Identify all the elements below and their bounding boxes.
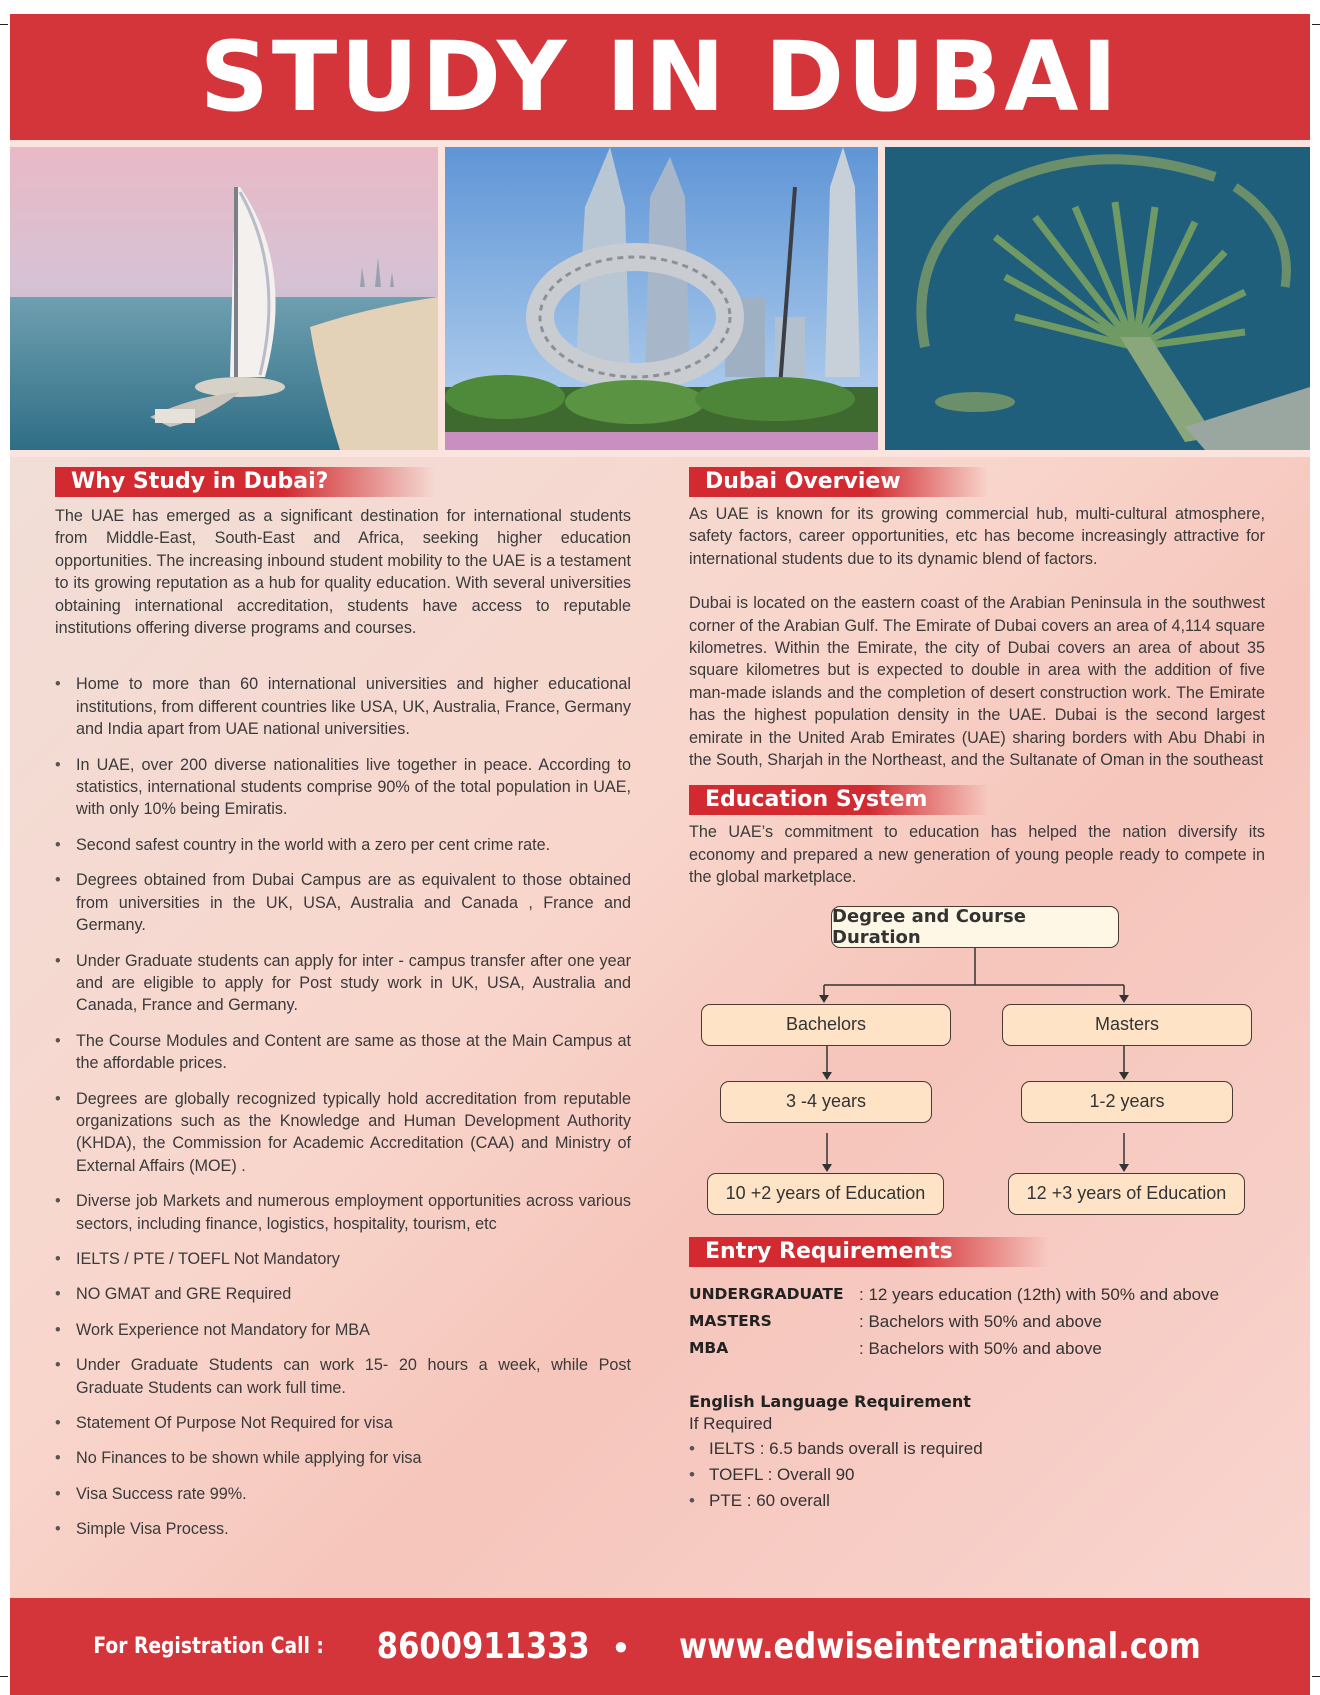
bachelors-prereq-box: 10 +2 years of Education: [707, 1173, 944, 1215]
entry-requirement-value: : Bachelors with 50% and above: [859, 1311, 1102, 1331]
masters-box: Masters: [1002, 1004, 1252, 1046]
why-study-bullet: • Statement Of Purpose Not Required for visa: [55, 1412, 631, 1434]
website-link[interactable]: www.edwiseinternational.com: [679, 1626, 1202, 1667]
why-study-bullet: • Under Graduate students can apply for inter - campus transfer after one year and are eligible to apply for Post study work in UK, USA, Australia and Canada, France and Germany.: [55, 950, 631, 1017]
crop-mark: [0, 24, 8, 25]
footer-banner: [10, 1598, 1310, 1695]
entry-requirement-level: MASTERS: [689, 1311, 772, 1330]
english-requirement-item: • PTE : 60 overall: [689, 1488, 1265, 1514]
footer-separator: •: [614, 1625, 628, 1667]
why-study-bullet: • The Course Modules and Content are same as those at the Main Campus at the affordable prices.: [55, 1030, 631, 1075]
entry-requirement-row: [689, 1308, 1265, 1335]
why-study-intro: The UAE has emerged as a significant destination for international students from Middle-East, South-East and Africa, seeking higher education opportunities. The increasing inbound student mobility to the UAE is a testament to its growing reputation as a hub for quality education. With several universities obtaining international accreditation, students have access to reputable institutions offering diverse programs and courses.: [55, 507, 631, 638]
why-study-bullet: • No Finances to be shown while applying for visa: [55, 1447, 631, 1469]
registration-label: For Registration Call :: [93, 1634, 324, 1659]
bachelors-duration-box: 3 -4 years: [720, 1081, 932, 1123]
entry-requirement-value: : Bachelors with 50% and above: [859, 1338, 1102, 1358]
crop-mark: [1312, 1676, 1320, 1677]
entry-requirement-value: : 12 years education (12th) with 50% and above: [859, 1284, 1220, 1304]
why-study-bullet: • Home to more than 60 international universities and higher educational institutions, from different countries like USA, UK, Australia, France, Germany and India apart from UAE national universities.: [55, 673, 631, 740]
entry-requirement-level: MBA: [689, 1338, 729, 1357]
entry-requirement-level: UNDERGRADUATE: [689, 1284, 844, 1303]
english-requirement-note: If Required: [689, 1413, 773, 1433]
crop-mark: [1312, 24, 1320, 25]
museum-of-the-future-photo: [445, 147, 878, 450]
right-column: [689, 467, 1265, 1514]
why-study-bullet: • Work Experience not Mandatory for MBA: [55, 1319, 631, 1341]
degree-duration-diagram: [689, 903, 1265, 1233]
why-study-section: [55, 467, 631, 1554]
entry-heading: Entry Requirements: [689, 1237, 1049, 1267]
english-requirement-item: • TOEFL : Overall 90: [689, 1462, 1265, 1488]
crop-mark: [0, 1676, 8, 1677]
masters-duration-box: 1-2 years: [1021, 1081, 1233, 1123]
why-study-bullet: • Degrees are globally recognized typically hold accreditation from reputable organizations such as the Knowledge and Human Development Authority (KHDA), the Commission for Academic Accreditation (CAA) and Ministry of External Affairs (MOE) .: [55, 1088, 631, 1178]
english-requirement-heading: English Language Requirement: [689, 1391, 971, 1411]
entry-requirement-row: [689, 1335, 1265, 1362]
burj-al-arab-photo: [10, 147, 438, 450]
why-study-list: [55, 673, 631, 1540]
flyer-sheet: [10, 14, 1310, 1695]
bachelors-box: Bachelors: [701, 1004, 951, 1046]
overview-heading: Dubai Overview: [689, 467, 989, 497]
why-study-bullet: • Under Graduate Students can work 15- 20 hours a week, while Post Graduate Students can work full time.: [55, 1354, 631, 1399]
photo-strip: [10, 147, 1310, 450]
education-heading: Education System: [689, 785, 989, 815]
english-requirement-list: [689, 1436, 1265, 1514]
content-area: [10, 457, 1310, 1605]
palm-jumeirah-photo: [885, 147, 1310, 450]
header-banner: [10, 14, 1310, 140]
why-study-bullet: • Diverse job Markets and numerous employment opportunities across various sectors, including finance, logistics, hospitality, tourism, etc: [55, 1190, 631, 1235]
entry-requirements-table: [689, 1281, 1265, 1362]
why-study-bullet: • Degrees obtained from Dubai Campus are as equivalent to those obtained from universities in the UK, USA, Australia and Canada , France and Germany.: [55, 869, 631, 936]
why-study-heading: Why Study in Dubai?: [55, 467, 435, 497]
education-para: The UAE’s commitment to education has helped the nation diversify its economy and prepared a new generation of young people ready to compete in the global marketplace.: [689, 823, 1265, 887]
english-requirement-item: • IELTS : 6.5 bands overall is required: [689, 1436, 1265, 1462]
why-study-bullet: • Second safest country in the world with a zero per cent crime rate.: [55, 834, 631, 856]
masters-prereq-box: 12 +3 years of Education: [1008, 1173, 1245, 1215]
entry-requirement-row: [689, 1281, 1265, 1308]
overview-para-1: As UAE is known for its growing commercial hub, multi-cultural atmosphere, safety factors, career opportunities, etc has become increasingly attractive for international students due to its dynamic blend of factors.: [689, 505, 1265, 568]
page-title: STUDY IN DUBAI: [199, 21, 1121, 133]
degree-duration-root: Degree and Course Duration: [831, 906, 1119, 948]
why-study-bullet: • In UAE, over 200 diverse nationalities live together in peace. According to statistics, international students comprise 90% of the total population in UAE, with only 10% being Emiratis.: [55, 754, 631, 821]
why-study-bullet: • Visa Success rate 99%.: [55, 1483, 631, 1505]
why-study-bullet: • Simple Visa Process.: [55, 1518, 631, 1540]
why-study-bullet: • NO GMAT and GRE Required: [55, 1283, 631, 1305]
why-study-bullet: • IELTS / PTE / TOEFL Not Mandatory: [55, 1248, 631, 1270]
phone-number[interactable]: 8600911333: [376, 1626, 590, 1667]
overview-para-2: Dubai is located on the eastern coast of the Arabian Peninsula in the southwest corner of the Arabian Gulf. The Emirate of Dubai covers an area of 4,114 square kilometres. Within the Emirate, the city of Dubai covers an area of about 35 square kilometres but is expected to double in area with the addition of five man-made islands and the completion of desert construction work. The Emirate has the highest population density in the UAE. Dubai is the second largest emirate in the United Arab Emirates (UAE) sharing borders with Abu Dhabi in the South, Sharjah in the Northeast, and the Sultanate of Oman in the southeast: [689, 594, 1265, 770]
